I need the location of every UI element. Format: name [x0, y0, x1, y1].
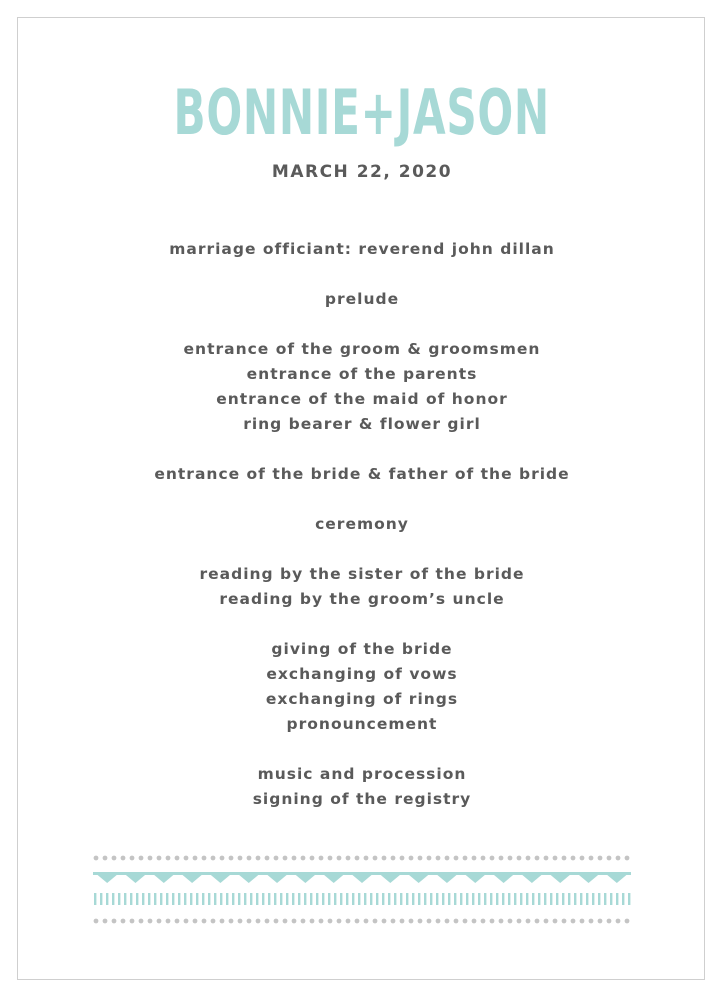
ceremony-program — [0, 237, 724, 837]
pattern-stripe — [622, 893, 624, 905]
pattern-dot — [220, 856, 225, 861]
pattern-stripe — [136, 893, 138, 905]
pattern-dot — [625, 856, 630, 861]
pattern-stripe — [226, 893, 228, 905]
top-dots-row — [94, 856, 630, 861]
pattern-dot — [571, 919, 576, 924]
program-line: reading by the groom’s uncle — [219, 590, 505, 608]
pattern-stripe — [100, 893, 102, 905]
pattern-triangle — [321, 872, 347, 883]
pattern-dot — [508, 919, 513, 924]
pattern-dot — [481, 919, 486, 924]
pattern-dot — [121, 919, 126, 924]
pattern-dot — [130, 919, 135, 924]
pattern-dot — [301, 919, 306, 924]
program-group — [0, 762, 724, 812]
pattern-triangle — [207, 872, 233, 883]
program-line: music and procession — [257, 765, 467, 783]
decorative-border-pattern — [93, 852, 631, 926]
pattern-dot — [553, 856, 558, 861]
pattern-dot — [94, 919, 99, 924]
pattern-triangle — [377, 872, 403, 883]
pattern-stripe — [208, 893, 210, 905]
pattern-dot — [436, 919, 441, 924]
pattern-stripe — [154, 893, 156, 905]
pattern-stripe — [628, 893, 630, 905]
pattern-dot — [607, 856, 612, 861]
pattern-dot — [517, 919, 522, 924]
pattern-stripe — [250, 893, 252, 905]
pattern-stripe — [340, 893, 342, 905]
pattern-dot — [103, 856, 108, 861]
wedding-date: MARCH 22, 2020 — [271, 162, 453, 182]
pattern-dot — [229, 856, 234, 861]
pattern-stripe — [124, 893, 126, 905]
pattern-stripe — [484, 893, 486, 905]
bottom-dots-row — [94, 919, 630, 924]
pattern-dot — [265, 919, 270, 924]
pattern-dot — [526, 919, 531, 924]
pattern-dot — [175, 856, 180, 861]
triangle-row — [93, 872, 631, 883]
pattern-dot — [526, 856, 531, 861]
pattern-stripe — [178, 893, 180, 905]
pattern-dot — [139, 919, 144, 924]
pattern-dot — [148, 856, 153, 861]
pattern-dot — [490, 856, 495, 861]
program-group — [0, 287, 724, 312]
pattern-stripe — [508, 893, 510, 905]
pattern-dot — [472, 856, 477, 861]
pattern-dot — [616, 919, 621, 924]
pattern-stripe — [502, 893, 504, 905]
pattern-stripe — [316, 893, 318, 905]
pattern-dot — [364, 919, 369, 924]
pattern-dot — [319, 919, 324, 924]
pattern-dot — [139, 856, 144, 861]
pattern-dot — [391, 856, 396, 861]
pattern-triangle — [462, 872, 488, 883]
pattern-dot — [283, 856, 288, 861]
pattern-dot — [337, 856, 342, 861]
pattern-stripe — [424, 893, 426, 905]
pattern-stripe — [610, 893, 612, 905]
pattern-dot — [544, 919, 549, 924]
pattern-dot — [247, 919, 252, 924]
pattern-stripe — [526, 893, 528, 905]
couple-names: BONNIE+JASON — [173, 76, 551, 149]
pattern-dot — [292, 919, 297, 924]
pattern-dot — [355, 919, 360, 924]
pattern-dot — [274, 919, 279, 924]
pattern-stripe — [520, 893, 522, 905]
pattern-stripe — [604, 893, 606, 905]
pattern-stripe — [454, 893, 456, 905]
pattern-dot — [148, 919, 153, 924]
pattern-dot — [616, 856, 621, 861]
pattern-stripe — [586, 893, 588, 905]
pattern-stripe — [166, 893, 168, 905]
program-line: prelude — [324, 290, 400, 308]
pattern-stripe — [352, 893, 354, 905]
pattern-stripe — [382, 893, 384, 905]
pattern-stripe — [598, 893, 600, 905]
pattern-dot — [373, 856, 378, 861]
pattern-dot — [346, 919, 351, 924]
pattern-stripe — [172, 893, 174, 905]
pattern-dot — [589, 856, 594, 861]
pattern-dot — [346, 856, 351, 861]
program-line: entrance of the maid of honor — [216, 390, 508, 408]
pattern-dot — [355, 856, 360, 861]
program-group — [0, 637, 724, 737]
pattern-dot — [202, 919, 207, 924]
pattern-triangle — [292, 872, 318, 883]
pattern-stripe — [286, 893, 288, 905]
program-line: pronouncement — [286, 715, 438, 733]
pattern-stripe — [364, 893, 366, 905]
pattern-stripe — [190, 893, 192, 905]
pattern-dot — [418, 919, 423, 924]
pattern-dot — [274, 856, 279, 861]
pattern-stripe — [550, 893, 552, 905]
pattern-stripe — [346, 893, 348, 905]
pattern-dot — [562, 919, 567, 924]
pattern-dot — [238, 856, 243, 861]
pattern-dot — [499, 856, 504, 861]
pattern-dot — [580, 856, 585, 861]
program-line: marriage officiant: reverend john dillan — [169, 240, 555, 258]
pattern-dot — [400, 919, 405, 924]
pattern-stripe — [538, 893, 540, 905]
program-line: entrance of the bride & father of the bride — [154, 465, 570, 483]
pattern-dot — [328, 856, 333, 861]
pattern-triangle — [604, 872, 630, 883]
pattern-stripe — [562, 893, 564, 905]
pattern-dot — [553, 919, 558, 924]
pattern-stripe — [580, 893, 582, 905]
program-line: entrance of the groom & groomsmen — [183, 340, 541, 358]
pattern-dot — [373, 919, 378, 924]
pattern-dot — [508, 856, 513, 861]
pattern-stripe — [130, 893, 132, 905]
pattern-stripe — [418, 893, 420, 905]
pattern-triangle — [519, 872, 545, 883]
pattern-dot — [445, 856, 450, 861]
pattern-stripe — [448, 893, 450, 905]
pattern-dot — [490, 919, 495, 924]
pattern-dot — [310, 919, 315, 924]
stripe-row — [94, 893, 630, 905]
pattern-stripe — [478, 893, 480, 905]
pattern-triangle — [405, 872, 431, 883]
pattern-dot — [238, 919, 243, 924]
program-line: reading by the sister of the bride — [199, 565, 525, 583]
pattern-dot — [364, 856, 369, 861]
pattern-stripe — [430, 893, 432, 905]
pattern-triangle — [490, 872, 516, 883]
pattern-stripe — [466, 893, 468, 905]
pattern-dot — [112, 919, 117, 924]
pattern-dot — [256, 856, 261, 861]
pattern-dot — [427, 919, 432, 924]
pattern-dot — [166, 856, 171, 861]
pattern-stripe — [196, 893, 198, 905]
pattern-dot — [166, 919, 171, 924]
pattern-stripe — [148, 893, 150, 905]
pattern-dot — [184, 919, 189, 924]
pattern-dot — [571, 856, 576, 861]
pattern-stripe — [238, 893, 240, 905]
pattern-dot — [481, 856, 486, 861]
pattern-stripe — [490, 893, 492, 905]
pattern-dot — [319, 856, 324, 861]
pattern-stripe — [220, 893, 222, 905]
pattern-stripe — [328, 893, 330, 905]
pattern-dot — [517, 856, 522, 861]
pattern-dot — [472, 919, 477, 924]
pattern-stripe — [112, 893, 114, 905]
pattern-triangle — [349, 872, 375, 883]
pattern-dot — [607, 919, 612, 924]
pattern-dot — [589, 919, 594, 924]
pattern-stripe — [532, 893, 534, 905]
pattern-triangle — [575, 872, 601, 883]
pattern-stripe — [616, 893, 618, 905]
pattern-stripe — [394, 893, 396, 905]
program-line: ceremony — [315, 515, 409, 533]
pattern-stripe — [574, 893, 576, 905]
pattern-dot — [409, 856, 414, 861]
pattern-dot — [337, 919, 342, 924]
pattern-dot — [454, 919, 459, 924]
program-line: giving of the bride — [271, 640, 453, 658]
pattern-stripe — [106, 893, 108, 905]
pattern-stripe — [370, 893, 372, 905]
program-group — [0, 562, 724, 612]
pattern-stripe — [118, 893, 120, 905]
pattern-triangle — [434, 872, 460, 883]
pattern-dot — [454, 856, 459, 861]
pattern-dot — [535, 919, 540, 924]
pattern-stripe — [214, 893, 216, 905]
pattern-dot — [157, 919, 162, 924]
pattern-dot — [220, 919, 225, 924]
pattern-dot — [580, 919, 585, 924]
pattern-stripe — [514, 893, 516, 905]
pattern-dot — [382, 919, 387, 924]
pattern-stripe — [376, 893, 378, 905]
pattern-stripe — [310, 893, 312, 905]
pattern-dot — [184, 856, 189, 861]
pattern-stripe — [184, 893, 186, 905]
pattern-stripe — [412, 893, 414, 905]
program-group — [0, 237, 724, 262]
pattern-stripe — [436, 893, 438, 905]
pattern-stripe — [400, 893, 402, 905]
pattern-stripe — [304, 893, 306, 905]
pattern-dot — [463, 856, 468, 861]
pattern-dot — [265, 856, 270, 861]
program-line: entrance of the parents — [246, 365, 478, 383]
program-line: exchanging of rings — [265, 690, 459, 708]
pattern-dot — [463, 919, 468, 924]
pattern-stripe — [298, 893, 300, 905]
pattern-triangle — [151, 872, 177, 883]
pattern-stripe — [544, 893, 546, 905]
pattern-stripe — [358, 893, 360, 905]
pattern-triangle — [179, 872, 205, 883]
pattern-dot — [211, 919, 216, 924]
pattern-dot — [598, 856, 603, 861]
pattern-stripe — [556, 893, 558, 905]
pattern-dot — [427, 856, 432, 861]
pattern-dot — [292, 856, 297, 861]
program-line: exchanging of vows — [266, 665, 458, 683]
pattern-triangle — [236, 872, 262, 883]
pattern-stripe — [442, 893, 444, 905]
pattern-stripe — [292, 893, 294, 905]
pattern-stripe — [334, 893, 336, 905]
pattern-triangle — [94, 872, 120, 883]
pattern-dot — [256, 919, 261, 924]
pattern-dot — [193, 919, 198, 924]
pattern-stripe — [592, 893, 594, 905]
program-line: signing of the registry — [252, 790, 472, 808]
pattern-dot — [544, 856, 549, 861]
pattern-dot — [283, 919, 288, 924]
pattern-dot — [436, 856, 441, 861]
pattern-dot — [391, 919, 396, 924]
pattern-stripe — [160, 893, 162, 905]
pattern-dot — [94, 856, 99, 861]
pattern-stripe — [244, 893, 246, 905]
pattern-dot — [112, 856, 117, 861]
pattern-dot — [121, 856, 126, 861]
pattern-stripe — [256, 893, 258, 905]
pattern-dot — [103, 919, 108, 924]
pattern-stripe — [388, 893, 390, 905]
pattern-dot — [445, 919, 450, 924]
pattern-stripe — [142, 893, 144, 905]
pattern-stripe — [232, 893, 234, 905]
pattern-stripe — [280, 893, 282, 905]
pattern-dot — [625, 919, 630, 924]
pattern-dot — [247, 856, 252, 861]
pattern-stripe — [472, 893, 474, 905]
pattern-dot — [499, 919, 504, 924]
pattern-dot — [535, 856, 540, 861]
pattern-stripe — [568, 893, 570, 905]
pattern-dot — [400, 856, 405, 861]
program-group — [0, 512, 724, 537]
pattern-dot — [211, 856, 216, 861]
pattern-stripe — [406, 893, 408, 905]
pattern-dot — [310, 856, 315, 861]
pattern-stripe — [274, 893, 276, 905]
pattern-dot — [409, 919, 414, 924]
pattern-dot — [157, 856, 162, 861]
pattern-stripe — [262, 893, 264, 905]
pattern-dot — [301, 856, 306, 861]
pattern-triangle — [547, 872, 573, 883]
pattern-dot — [562, 856, 567, 861]
program-group — [0, 337, 724, 437]
pattern-stripe — [496, 893, 498, 905]
pattern-dot — [130, 856, 135, 861]
pattern-stripe — [268, 893, 270, 905]
pattern-triangle — [264, 872, 290, 883]
pattern-stripe — [94, 893, 96, 905]
pattern-dot — [598, 919, 603, 924]
pattern-dot — [193, 856, 198, 861]
pattern-dot — [229, 919, 234, 924]
pattern-dot — [382, 856, 387, 861]
pattern-dot — [175, 919, 180, 924]
program-line: ring bearer & flower girl — [243, 415, 481, 433]
pattern-dot — [202, 856, 207, 861]
pattern-stripe — [322, 893, 324, 905]
pattern-stripe — [202, 893, 204, 905]
program-group — [0, 462, 724, 487]
pattern-dot — [328, 919, 333, 924]
pattern-triangle — [122, 872, 148, 883]
pattern-stripe — [460, 893, 462, 905]
pattern-dot — [418, 856, 423, 861]
